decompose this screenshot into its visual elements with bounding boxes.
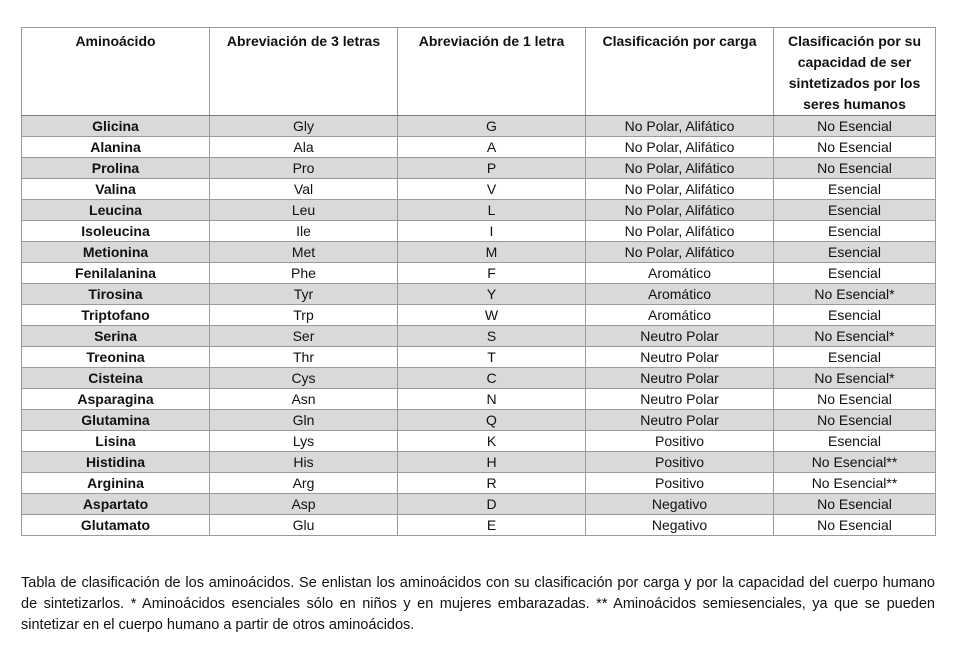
table-caption: Tabla de clasificación de los aminoácidos. Se enlistan los aminoácidos con su clasificación por carga y por la capacidad del cuerpo humano de sintetizarlos. * Aminoácidos esenciales sólo en niños y en mujeres embarazadas. ** Aminoácidos semiesenciales, ya que se pueden sintetizar en el cuerpo humano a partir de otros aminoácidos. <box>21 574 935 633</box>
cell-charge-classification: Positivo <box>586 431 774 452</box>
cell-synthesis-classification: Esencial <box>774 242 936 263</box>
cell-three-letter-code: His <box>210 452 398 473</box>
cell-synthesis-classification: No Esencial* <box>774 326 936 347</box>
cell-charge-classification: No Polar, Alifático <box>586 158 774 179</box>
cell-one-letter-code: Q <box>398 410 586 431</box>
table-row <box>22 515 936 536</box>
cell-one-letter-code: S <box>398 326 586 347</box>
table-row <box>22 263 936 284</box>
cell-synthesis-classification: No Esencial** <box>774 452 936 473</box>
cell-charge-classification: No Polar, Alifático <box>586 116 774 137</box>
cell-three-letter-code: Tyr <box>210 284 398 305</box>
cell-three-letter-code: Trp <box>210 305 398 326</box>
cell-one-letter-code: C <box>398 368 586 389</box>
cell-charge-classification: Neutro Polar <box>586 410 774 431</box>
cell-synthesis-classification: No Esencial <box>774 515 936 536</box>
cell-synthesis-classification: Esencial <box>774 179 936 200</box>
cell-aminoacid-name: Cisteina <box>22 368 210 389</box>
table-row <box>22 158 936 179</box>
cell-aminoacid-name: Isoleucina <box>22 221 210 242</box>
header-clasificacion-sintesis: Clasificación por su capacidad de ser sintetizados por los seres humanos <box>774 28 936 116</box>
cell-one-letter-code: A <box>398 137 586 158</box>
cell-aminoacid-name: Treonina <box>22 347 210 368</box>
cell-three-letter-code: Arg <box>210 473 398 494</box>
cell-aminoacid-name: Aspartato <box>22 494 210 515</box>
amino-acid-table-container <box>21 27 935 536</box>
cell-synthesis-classification: No Esencial <box>774 116 936 137</box>
cell-charge-classification: Neutro Polar <box>586 326 774 347</box>
cell-charge-classification: No Polar, Alifático <box>586 200 774 221</box>
cell-three-letter-code: Ile <box>210 221 398 242</box>
cell-aminoacid-name: Prolina <box>22 158 210 179</box>
cell-one-letter-code: V <box>398 179 586 200</box>
header-aminoacido: Aminoácido <box>22 28 210 116</box>
cell-synthesis-classification: Esencial <box>774 221 936 242</box>
cell-one-letter-code: E <box>398 515 586 536</box>
cell-one-letter-code: F <box>398 263 586 284</box>
cell-three-letter-code: Ser <box>210 326 398 347</box>
cell-one-letter-code: T <box>398 347 586 368</box>
cell-charge-classification: Aromático <box>586 305 774 326</box>
amino-acid-table <box>21 27 936 536</box>
cell-three-letter-code: Thr <box>210 347 398 368</box>
table-row <box>22 200 936 221</box>
cell-synthesis-classification: No Esencial <box>774 389 936 410</box>
cell-charge-classification: Positivo <box>586 473 774 494</box>
cell-one-letter-code: W <box>398 305 586 326</box>
cell-three-letter-code: Val <box>210 179 398 200</box>
table-row <box>22 242 936 263</box>
cell-one-letter-code: K <box>398 431 586 452</box>
cell-synthesis-classification: No Esencial <box>774 158 936 179</box>
cell-aminoacid-name: Alanina <box>22 137 210 158</box>
cell-aminoacid-name: Valina <box>22 179 210 200</box>
cell-synthesis-classification: No Esencial <box>774 137 936 158</box>
table-row <box>22 431 936 452</box>
cell-three-letter-code: Asn <box>210 389 398 410</box>
cell-one-letter-code: I <box>398 221 586 242</box>
cell-aminoacid-name: Tirosina <box>22 284 210 305</box>
table-row <box>22 452 936 473</box>
table-row <box>22 137 936 158</box>
cell-synthesis-classification: No Esencial* <box>774 284 936 305</box>
cell-aminoacid-name: Glutamina <box>22 410 210 431</box>
cell-aminoacid-name: Glutamato <box>22 515 210 536</box>
cell-aminoacid-name: Asparagina <box>22 389 210 410</box>
cell-charge-classification: Neutro Polar <box>586 347 774 368</box>
cell-synthesis-classification: Esencial <box>774 347 936 368</box>
cell-one-letter-code: Y <box>398 284 586 305</box>
header-abreviacion-1-letra: Abreviación de 1 letra <box>398 28 586 116</box>
cell-synthesis-classification: Esencial <box>774 200 936 221</box>
cell-three-letter-code: Pro <box>210 158 398 179</box>
table-row <box>22 305 936 326</box>
cell-three-letter-code: Cys <box>210 368 398 389</box>
table-row <box>22 494 936 515</box>
cell-charge-classification: No Polar, Alifático <box>586 179 774 200</box>
cell-three-letter-code: Asp <box>210 494 398 515</box>
header-clasificacion-carga: Clasificación por carga <box>586 28 774 116</box>
cell-charge-classification: Negativo <box>586 494 774 515</box>
cell-aminoacid-name: Lisina <box>22 431 210 452</box>
cell-aminoacid-name: Arginina <box>22 473 210 494</box>
cell-one-letter-code: R <box>398 473 586 494</box>
table-row <box>22 368 936 389</box>
cell-three-letter-code: Phe <box>210 263 398 284</box>
cell-charge-classification: Aromático <box>586 263 774 284</box>
cell-three-letter-code: Leu <box>210 200 398 221</box>
cell-charge-classification: Neutro Polar <box>586 389 774 410</box>
cell-one-letter-code: G <box>398 116 586 137</box>
cell-synthesis-classification: No Esencial** <box>774 473 936 494</box>
cell-synthesis-classification: No Esencial <box>774 494 936 515</box>
cell-charge-classification: No Polar, Alifático <box>586 221 774 242</box>
cell-three-letter-code: Gly <box>210 116 398 137</box>
cell-charge-classification: No Polar, Alifático <box>586 242 774 263</box>
cell-aminoacid-name: Glicina <box>22 116 210 137</box>
cell-three-letter-code: Met <box>210 242 398 263</box>
cell-synthesis-classification: No Esencial <box>774 410 936 431</box>
table-row <box>22 410 936 431</box>
cell-charge-classification: Negativo <box>586 515 774 536</box>
table-row <box>22 179 936 200</box>
cell-charge-classification: Positivo <box>586 452 774 473</box>
table-row <box>22 473 936 494</box>
cell-synthesis-classification: Esencial <box>774 305 936 326</box>
table-header-row <box>22 28 936 116</box>
cell-three-letter-code: Lys <box>210 431 398 452</box>
table-body <box>22 116 936 536</box>
header-abreviacion-3-letras: Abreviación de 3 letras <box>210 28 398 116</box>
cell-aminoacid-name: Histidina <box>22 452 210 473</box>
table-row <box>22 389 936 410</box>
cell-one-letter-code: L <box>398 200 586 221</box>
cell-one-letter-code: M <box>398 242 586 263</box>
cell-synthesis-classification: Esencial <box>774 431 936 452</box>
cell-one-letter-code: P <box>398 158 586 179</box>
cell-three-letter-code: Gln <box>210 410 398 431</box>
cell-three-letter-code: Ala <box>210 137 398 158</box>
cell-aminoacid-name: Metionina <box>22 242 210 263</box>
cell-one-letter-code: H <box>398 452 586 473</box>
table-row <box>22 347 936 368</box>
table-row <box>22 116 936 137</box>
cell-charge-classification: Aromático <box>586 284 774 305</box>
table-row <box>22 326 936 347</box>
cell-one-letter-code: D <box>398 494 586 515</box>
cell-three-letter-code: Glu <box>210 515 398 536</box>
cell-charge-classification: No Polar, Alifático <box>586 137 774 158</box>
table-row <box>22 284 936 305</box>
cell-aminoacid-name: Leucina <box>22 200 210 221</box>
cell-aminoacid-name: Fenilalanina <box>22 263 210 284</box>
table-row <box>22 221 936 242</box>
cell-synthesis-classification: No Esencial* <box>774 368 936 389</box>
cell-aminoacid-name: Serina <box>22 326 210 347</box>
cell-synthesis-classification: Esencial <box>774 263 936 284</box>
cell-aminoacid-name: Triptofano <box>22 305 210 326</box>
cell-one-letter-code: N <box>398 389 586 410</box>
cell-charge-classification: Neutro Polar <box>586 368 774 389</box>
